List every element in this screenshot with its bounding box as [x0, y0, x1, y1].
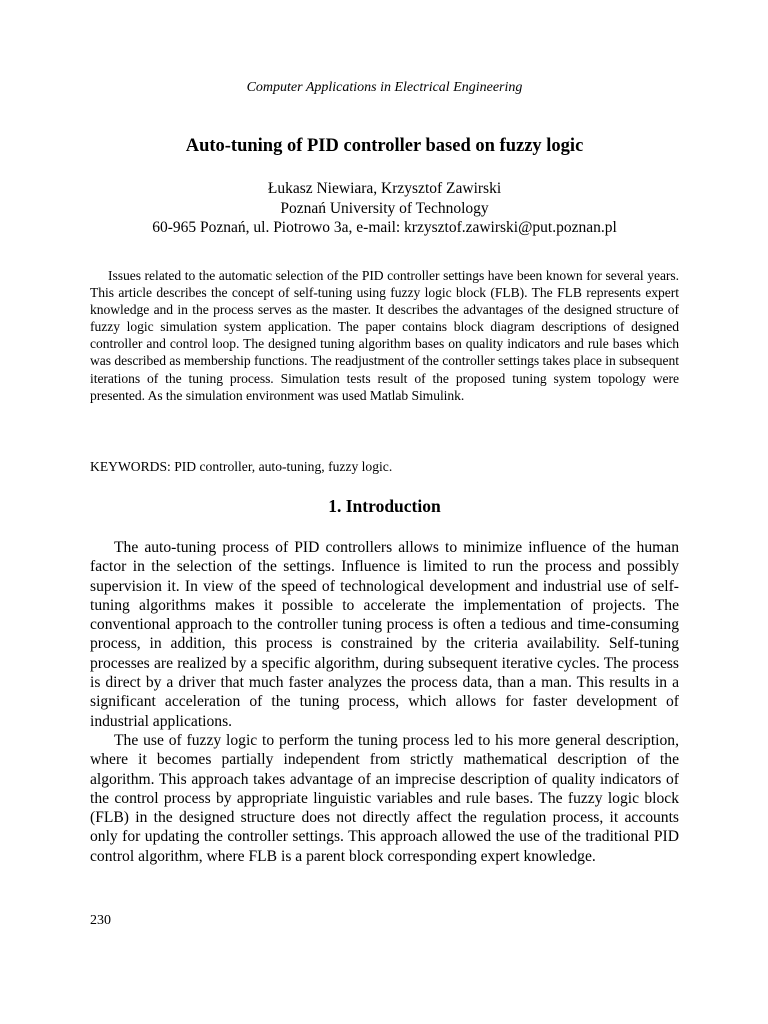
author-block: [90, 179, 679, 238]
abstract: Issues related to the automatic selection of the PID controller settings have been known for several years. This article describes the concept of self-tuning using fuzzy logic block (FLB). The FLB represents expert knowledge and in the process serves as the master. It describes the advantages of the designed structure of fuzzy logic simulation system application. The paper contains block diagram descriptions of designed controller and control loop. The designed tuning algorithm bases on quality indicators and rule bases which was described as membership functions. The readjustment of the controller settings takes place in subsequent iterations of the tuning process. Simulation tests result of the proposed tuning system topology were presented. As the simulation environment was used Matlab Simulink.: [90, 268, 679, 403]
journal-header: Computer Applications in Electrical Engineering: [246, 80, 523, 95]
author-address: 60-965 Poznań, ul. Piotrowo 3a, e-mail: krzysztof.zawirski@put.poznan.pl: [152, 219, 617, 236]
author-names: Łukasz Niewiara, Krzysztof Zawirski: [267, 180, 502, 197]
keywords: KEYWORDS: PID controller, auto-tuning, fuzzy logic.: [90, 459, 393, 474]
author-affiliation: Poznań University of Technology: [280, 199, 489, 217]
body-paragraph: The auto-tuning process of PID controllers allows to minimize influence of the human factor in the selection of the settings. Influence is limited to run the process and possibly supervision it. In view of the speed of technological development and industrial use of self-tuning algorithms makes it possible to accelerate the implementation of projects. The conventional approach to the controller tuning process is often a tedious and time-consuming process, in addition, this process is constrained by the criteria availability. Self-tuning processes are realized by a specific algorithm, during subsequent iterative cycles. The process is direct by a driver that much faster analyzes the process data, than a man. This results in a significant acceleration of the tuning process, which allows for faster development of industrial applications.: [90, 539, 679, 730]
section-body: [90, 538, 679, 866]
body-paragraph: The use of fuzzy logic to perform the tuning process led to his more general description, where it becomes partially independent from strictly mathematical description of the algorithm. This approach takes advantage of an imprecise description of quality indicators of the control process by appropriate linguistic variables and rule bases. The fuzzy logic block (FLB) in the designed structure does not directly affect the regulation process, it accounts only for updating the controller settings. This approach allowed the use of the traditional PID control algorithm, where FLB is a parent block corresponding expert knowledge.: [90, 731, 679, 865]
section-heading: 1. Introduction: [328, 496, 441, 516]
paper-title: Auto-tuning of PID controller based on fuzzy logic: [185, 136, 584, 156]
page-number: 230: [90, 913, 111, 928]
